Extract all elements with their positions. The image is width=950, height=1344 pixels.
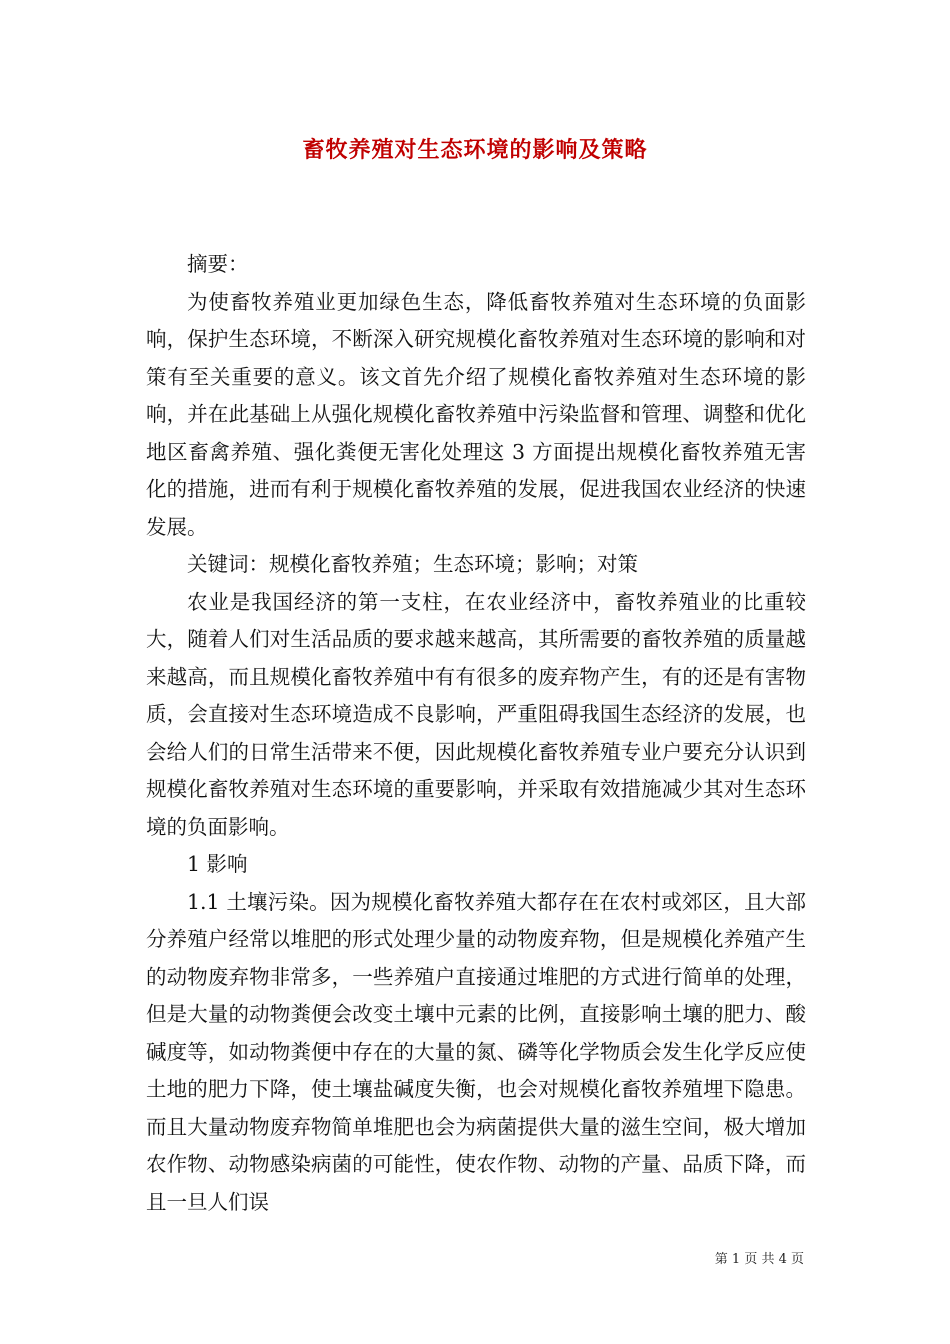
abstract-heading: 摘要： (187, 252, 249, 276)
keywords-paragraph: 关键词：规模化畜牧养殖；生态环境；影响；对策 (187, 552, 638, 576)
section-heading: 1 影响 (187, 852, 248, 876)
abstract-paragraph: 为使畜牧养殖业更加绿色生态，降低畜牧养殖对生态环境的负面影响，保护生态环境，不断深入研究规模化畜牧养殖对生态环境的影响和对策有至关重要的意义。该文首先介绍了规模化畜牧养殖对生态环境的影响，并在此基础上从强化规模化畜牧养殖中污染监督和管理、调整和优化地区畜禽养殖、强化粪便无害化处理这 3 方面提出规模化畜牧养殖无害化的措施，进而有利于规模化畜牧养殖的发展，促进我国农业经济的快速发展。 (146, 289, 806, 539)
intro-paragraph: 农业是我国经济的第一支柱，在农业经济中，畜牧养殖业的比重较大，随着人们对生活品质的要求越来越高，其所需要的畜牧养殖的质量越来越高，而且规模化畜牧养殖中有有很多的废弃物产生，有的还是有害物质，会直接对生态环境造成不良影响，严重阻碍我国生态经济的发展，也会给人们的日常生活带来不便，因此规模化畜牧养殖专业户要充分认识到规模化畜牧养殖对生态环境的重要影响，并采取有效措施减少其对生态环境的负面影响。 (146, 589, 806, 839)
section-paragraph: 1.1 土壤污染。因为规模化畜牧养殖大都存在在农村或郊区，且大部分养殖户经常以堆肥的形式处理少量的动物废弃物，但是规模化养殖产生的动物废弃物非常多，一些养殖户直接通过堆肥的方式进行简单的处理，但是大量的动物粪便会改变土壤中元素的比例，直接影响土壤的肥力、酸碱度等，如动物粪便中存在的大量的氮、磷等化学物质会发生化学反应使土地的肥力下降，使土壤盐碱度失衡，也会对规模化畜牧养殖埋下隐患。而且大量动物废弃物简单堆肥也会为病菌提供大量的滋生空间，极大增加农作物、动物感染病菌的可能性，使农作物、动物的产量、品质下降，而且一旦人们误 (146, 889, 806, 1214)
document-title: 畜牧养殖对生态环境的影响及策略 (302, 137, 648, 163)
document-body (146, 246, 806, 1221)
page-number: 第 1 页 共 4 页 (714, 1252, 804, 1267)
